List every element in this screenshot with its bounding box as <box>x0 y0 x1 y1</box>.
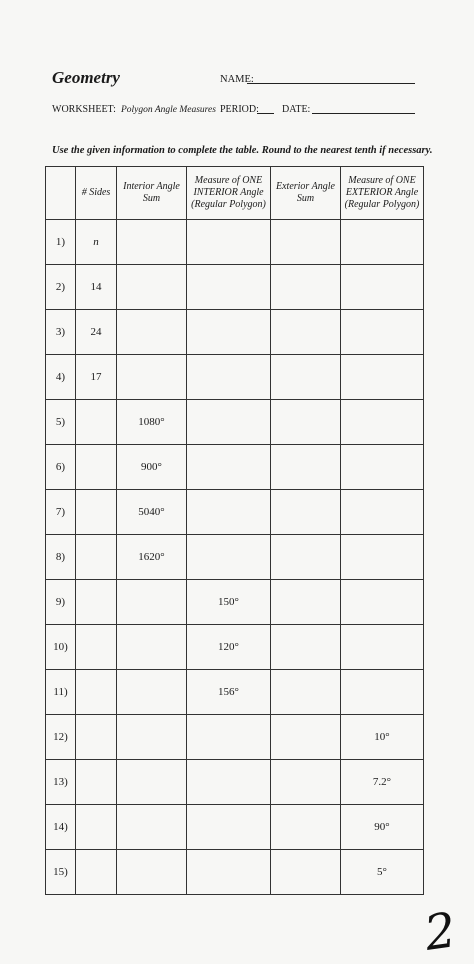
interior-sum-cell[interactable] <box>117 805 187 850</box>
table-row <box>46 580 424 625</box>
one-interior-cell[interactable] <box>187 445 271 490</box>
interior-sum-cell[interactable] <box>117 715 187 760</box>
one-exterior-cell[interactable] <box>341 490 424 535</box>
exterior-sum-cell[interactable] <box>271 715 341 760</box>
table-row <box>46 220 424 265</box>
table-row <box>46 490 424 535</box>
exterior-sum-cell[interactable] <box>271 265 341 310</box>
sides-cell: 24 <box>76 310 117 355</box>
one-interior-cell[interactable] <box>187 265 271 310</box>
exterior-sum-cell[interactable] <box>271 490 341 535</box>
row-number: 9) <box>46 580 76 625</box>
table-row <box>46 355 424 400</box>
one-exterior-cell[interactable] <box>341 310 424 355</box>
row-number: 3) <box>46 310 76 355</box>
row-number: 11) <box>46 670 76 715</box>
col-blank-header <box>46 167 76 220</box>
row-number: 13) <box>46 760 76 805</box>
one-interior-cell: 150° <box>187 580 271 625</box>
period-field-line[interactable] <box>257 113 274 114</box>
interior-sum-cell[interactable] <box>117 265 187 310</box>
one-exterior-cell[interactable] <box>341 265 424 310</box>
row-number: 15) <box>46 850 76 895</box>
sides-cell[interactable] <box>76 535 117 580</box>
interior-sum-cell: 1620° <box>117 535 187 580</box>
name-label: NAME: <box>220 74 254 85</box>
polygon-angle-table <box>45 166 424 895</box>
table-row <box>46 265 424 310</box>
exterior-sum-cell[interactable] <box>271 760 341 805</box>
table-row <box>46 400 424 445</box>
one-exterior-cell: 5° <box>341 850 424 895</box>
page-number-mark: 2 <box>421 902 460 962</box>
one-exterior-cell[interactable] <box>341 535 424 580</box>
one-exterior-cell[interactable] <box>341 445 424 490</box>
worksheet-label-text: WORKSHEET: <box>52 104 116 115</box>
interior-sum-cell: 900° <box>117 445 187 490</box>
one-interior-cell[interactable] <box>187 805 271 850</box>
one-exterior-cell[interactable] <box>341 580 424 625</box>
one-interior-cell: 156° <box>187 670 271 715</box>
sides-cell: 17 <box>76 355 117 400</box>
interior-sum-cell[interactable] <box>117 355 187 400</box>
row-number: 2) <box>46 265 76 310</box>
one-interior-cell[interactable] <box>187 310 271 355</box>
one-interior-cell[interactable] <box>187 490 271 535</box>
exterior-sum-cell[interactable] <box>271 355 341 400</box>
interior-sum-cell: 1080° <box>117 400 187 445</box>
interior-sum-cell[interactable] <box>117 670 187 715</box>
exterior-sum-cell[interactable] <box>271 850 341 895</box>
row-number: 12) <box>46 715 76 760</box>
interior-sum-cell: 5040° <box>117 490 187 535</box>
sides-cell[interactable] <box>76 490 117 535</box>
exterior-sum-cell[interactable] <box>271 625 341 670</box>
exterior-sum-cell[interactable] <box>271 805 341 850</box>
interior-sum-cell[interactable] <box>117 760 187 805</box>
exterior-sum-cell[interactable] <box>271 580 341 625</box>
one-exterior-cell[interactable] <box>341 220 424 265</box>
one-interior-cell[interactable] <box>187 400 271 445</box>
sides-cell: 14 <box>76 265 117 310</box>
sides-cell: n <box>76 220 117 265</box>
page-title: Geometry <box>52 68 120 87</box>
table-row <box>46 850 424 895</box>
table-row <box>46 760 424 805</box>
name-field-line[interactable] <box>247 83 415 84</box>
date-label: DATE: <box>282 104 311 115</box>
one-exterior-cell[interactable] <box>341 670 424 715</box>
col-exterior-sum-header: Exterior Angle Sum <box>271 167 341 220</box>
interior-sum-cell[interactable] <box>117 850 187 895</box>
row-number: 10) <box>46 625 76 670</box>
table-header-row <box>46 167 424 220</box>
exterior-sum-cell[interactable] <box>271 445 341 490</box>
period-label: PERIOD: <box>220 104 259 115</box>
exterior-sum-cell[interactable] <box>271 400 341 445</box>
table-row <box>46 625 424 670</box>
exterior-sum-cell[interactable] <box>271 535 341 580</box>
one-exterior-cell[interactable] <box>341 625 424 670</box>
sides-cell[interactable] <box>76 580 117 625</box>
col-one-interior-header: Measure of ONE INTERIOR Angle (Regular Polygon) <box>187 167 271 220</box>
row-number: 7) <box>46 490 76 535</box>
one-exterior-cell: 90° <box>341 805 424 850</box>
worksheet-label <box>52 104 216 115</box>
table-row <box>46 310 424 355</box>
col-interior-sum-header: Interior Angle Sum <box>117 167 187 220</box>
sides-cell[interactable] <box>76 400 117 445</box>
one-interior-cell[interactable] <box>187 355 271 400</box>
exterior-sum-cell[interactable] <box>271 670 341 715</box>
sides-cell[interactable] <box>76 760 117 805</box>
sides-cell[interactable] <box>76 850 117 895</box>
interior-sum-cell[interactable] <box>117 310 187 355</box>
sides-cell[interactable] <box>76 715 117 760</box>
interior-sum-cell[interactable] <box>117 220 187 265</box>
interior-sum-cell[interactable] <box>117 580 187 625</box>
one-interior-cell[interactable] <box>187 760 271 805</box>
exterior-sum-cell[interactable] <box>271 310 341 355</box>
sides-cell[interactable] <box>76 625 117 670</box>
one-interior-cell[interactable] <box>187 715 271 760</box>
table-row <box>46 535 424 580</box>
row-number: 1) <box>46 220 76 265</box>
table-row <box>46 670 424 715</box>
interior-sum-cell[interactable] <box>117 625 187 670</box>
one-interior-cell[interactable] <box>187 535 271 580</box>
sides-cell[interactable] <box>76 670 117 715</box>
worksheet-subtitle: Polygon Angle Measures <box>120 105 216 115</box>
one-exterior-cell: 10° <box>341 715 424 760</box>
one-interior-cell[interactable] <box>187 220 271 265</box>
one-exterior-cell[interactable] <box>341 355 424 400</box>
row-number: 5) <box>46 400 76 445</box>
one-exterior-cell[interactable] <box>341 400 424 445</box>
table-body <box>46 220 424 895</box>
one-interior-cell: 120° <box>187 625 271 670</box>
table-row <box>46 445 424 490</box>
col-one-exterior-header: Measure of ONE EXTERIOR Angle (Regular Polygon) <box>341 167 424 220</box>
one-interior-cell[interactable] <box>187 850 271 895</box>
row-number: 4) <box>46 355 76 400</box>
table-row <box>46 715 424 760</box>
sides-cell[interactable] <box>76 445 117 490</box>
instructions: Use the given information to complete the table. Round to the nearest tenth if necessary. <box>52 145 433 156</box>
row-number: 8) <box>46 535 76 580</box>
row-number: 14) <box>46 805 76 850</box>
sides-cell[interactable] <box>76 805 117 850</box>
date-field-line[interactable] <box>312 113 415 114</box>
row-number: 6) <box>46 445 76 490</box>
col-sides-header: # Sides <box>76 167 117 220</box>
table-row <box>46 805 424 850</box>
exterior-sum-cell[interactable] <box>271 220 341 265</box>
one-exterior-cell: 7.2° <box>341 760 424 805</box>
